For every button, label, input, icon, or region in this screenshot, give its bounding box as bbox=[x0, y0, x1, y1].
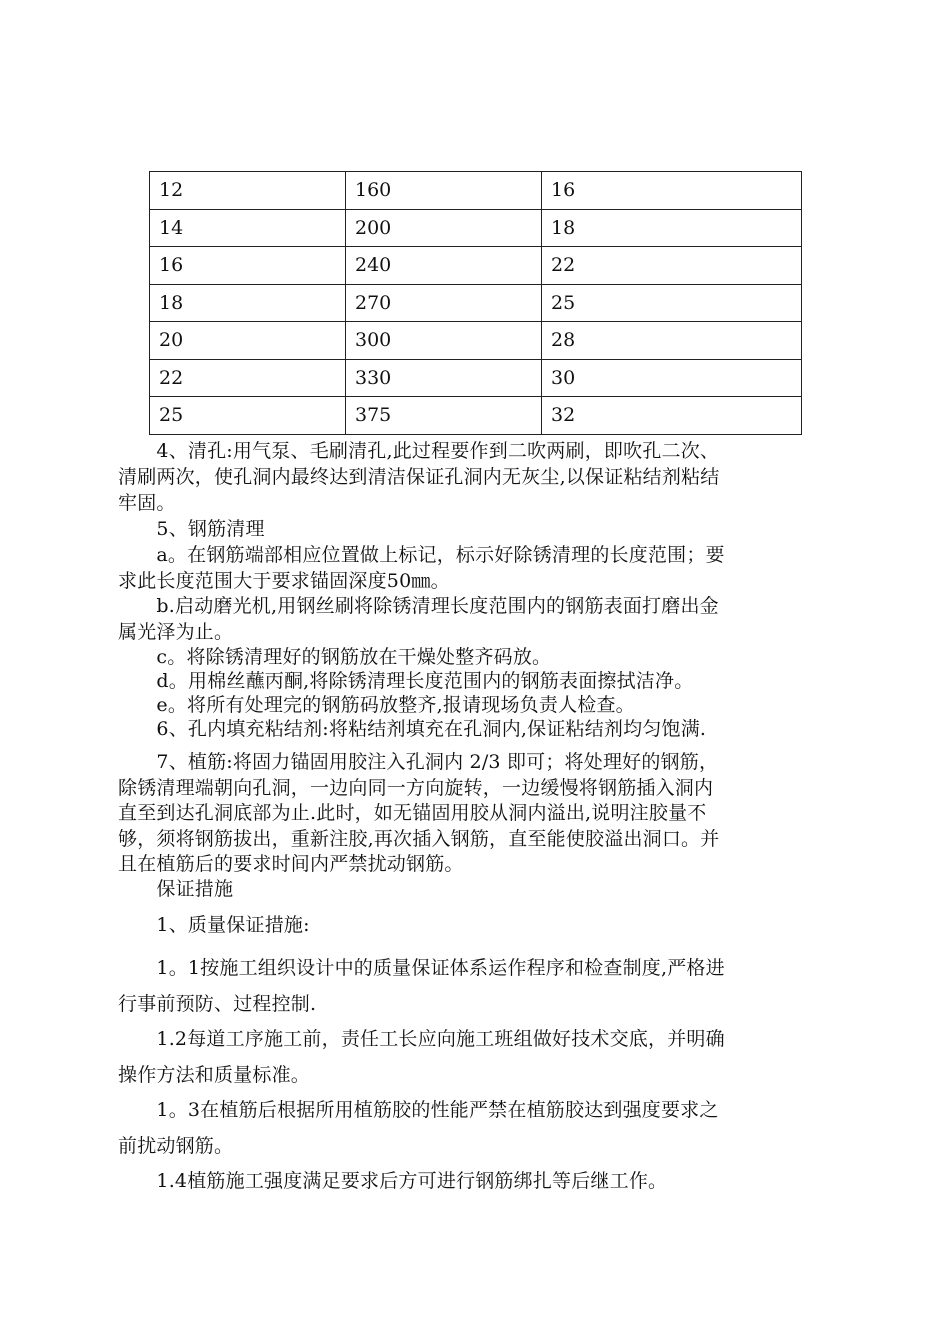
table-cell: 32 bbox=[542, 397, 802, 435]
table-cell: 240 bbox=[346, 247, 542, 285]
table-cell: 22 bbox=[542, 247, 802, 285]
table-cell: 22 bbox=[150, 359, 346, 397]
paragraph-hole-cleaning: 4、清孔:用气泵、毛刷清孔,此过程要作到二吹两刷，即吹孔二次、 清刷两次，使孔洞内最终达到清洁保证孔洞内无灰尘,以保证粘结剂粘结 牢固。 bbox=[118, 440, 720, 514]
table-cell: 25 bbox=[150, 397, 346, 435]
table-cell: 16 bbox=[150, 247, 346, 285]
table-cell: 160 bbox=[346, 172, 542, 210]
table-row bbox=[150, 284, 802, 322]
table-cell: 14 bbox=[150, 209, 346, 247]
paragraph-step-c: c。将除锈清理好的钢筋放在干燥处整齐码放。 bbox=[118, 646, 552, 668]
table-cell: 18 bbox=[542, 209, 802, 247]
table-row bbox=[150, 247, 802, 285]
paragraph-step-a: a。在钢筋端部相应位置做上标记，标示好除锈清理的长度范围；要 求此长度范围大于要求锚固深度50㎜。 bbox=[118, 544, 725, 592]
paragraph-step-d: d。用棉丝蘸丙酮,将除锈清理长度范围内的钢筋表面擦拭洁净。 bbox=[118, 670, 694, 692]
paragraph-rebar-cleaning-title: 5、钢筋清理 bbox=[118, 518, 265, 540]
table-cell: 12 bbox=[150, 172, 346, 210]
table-cell: 200 bbox=[346, 209, 542, 247]
table-cell: 30 bbox=[542, 359, 802, 397]
table-cell: 25 bbox=[542, 284, 802, 322]
table-cell: 375 bbox=[346, 397, 542, 435]
paragraph-quality-1-1: 1。1按施工组织设计中的质量保证体系运作程序和检查制度,严格进 行事前预防、过程控制. bbox=[118, 957, 725, 1015]
table-row bbox=[150, 359, 802, 397]
table-row bbox=[150, 322, 802, 360]
table-cell: 300 bbox=[346, 322, 542, 360]
table-row bbox=[150, 172, 802, 210]
table-row bbox=[150, 209, 802, 247]
table-cell: 16 bbox=[542, 172, 802, 210]
section-heading-guarantee: 保证措施 bbox=[118, 878, 234, 900]
paragraph-rebar-planting: 7、植筋:将固力锚固用胶注入孔洞内 2/3 即可；将处理好的钢筋， 除锈清理端朝向孔洞，一边向同一方向旋转，一边缓慢将钢筋插入洞内 直至到达孔洞底部为止.此时，如无锚固用胶从洞内溢出,说明注胶量不 够，须将钢筋拔出，重新注胶,再次插入钢筋，直至能使胶溢出洞口。并 且在植筋后的要求时间内严禁扰动钢筋。 bbox=[118, 751, 720, 875]
table-row bbox=[150, 397, 802, 435]
table-cell: 330 bbox=[346, 359, 542, 397]
anchor-depth-table bbox=[149, 171, 802, 435]
paragraph-fill-adhesive: 6、孔内填充粘结剂:将粘结剂填充在孔洞内,保证粘结剂均匀饱满. bbox=[118, 718, 707, 740]
table-cell: 28 bbox=[542, 322, 802, 360]
paragraph-quality-1-2: 1.2每道工序施工前，责任工长应向施工班组做好技术交底，并明确 操作方法和质量标准。 bbox=[118, 1028, 725, 1086]
paragraph-quality-title: 1、质量保证措施: bbox=[118, 914, 310, 936]
paragraph-quality-1-4: 1.4植筋施工强度满足要求后方可进行钢筋绑扎等后继工作。 bbox=[118, 1170, 668, 1192]
table-cell: 18 bbox=[150, 284, 346, 322]
table-cell: 20 bbox=[150, 322, 346, 360]
paragraph-step-e: e。将所有处理完的钢筋码放整齐,报请现场负责人检查。 bbox=[118, 694, 635, 716]
paragraph-quality-1-3: 1。3在植筋后根据所用植筋胶的性能严禁在植筋胶达到强度要求之 前扰动钢筋。 bbox=[118, 1099, 719, 1157]
table-cell: 270 bbox=[346, 284, 542, 322]
paragraph-step-b: b.启动磨光机,用钢丝刷将除锈清理长度范围内的钢筋表面打磨出金 属光泽为止。 bbox=[118, 595, 719, 643]
